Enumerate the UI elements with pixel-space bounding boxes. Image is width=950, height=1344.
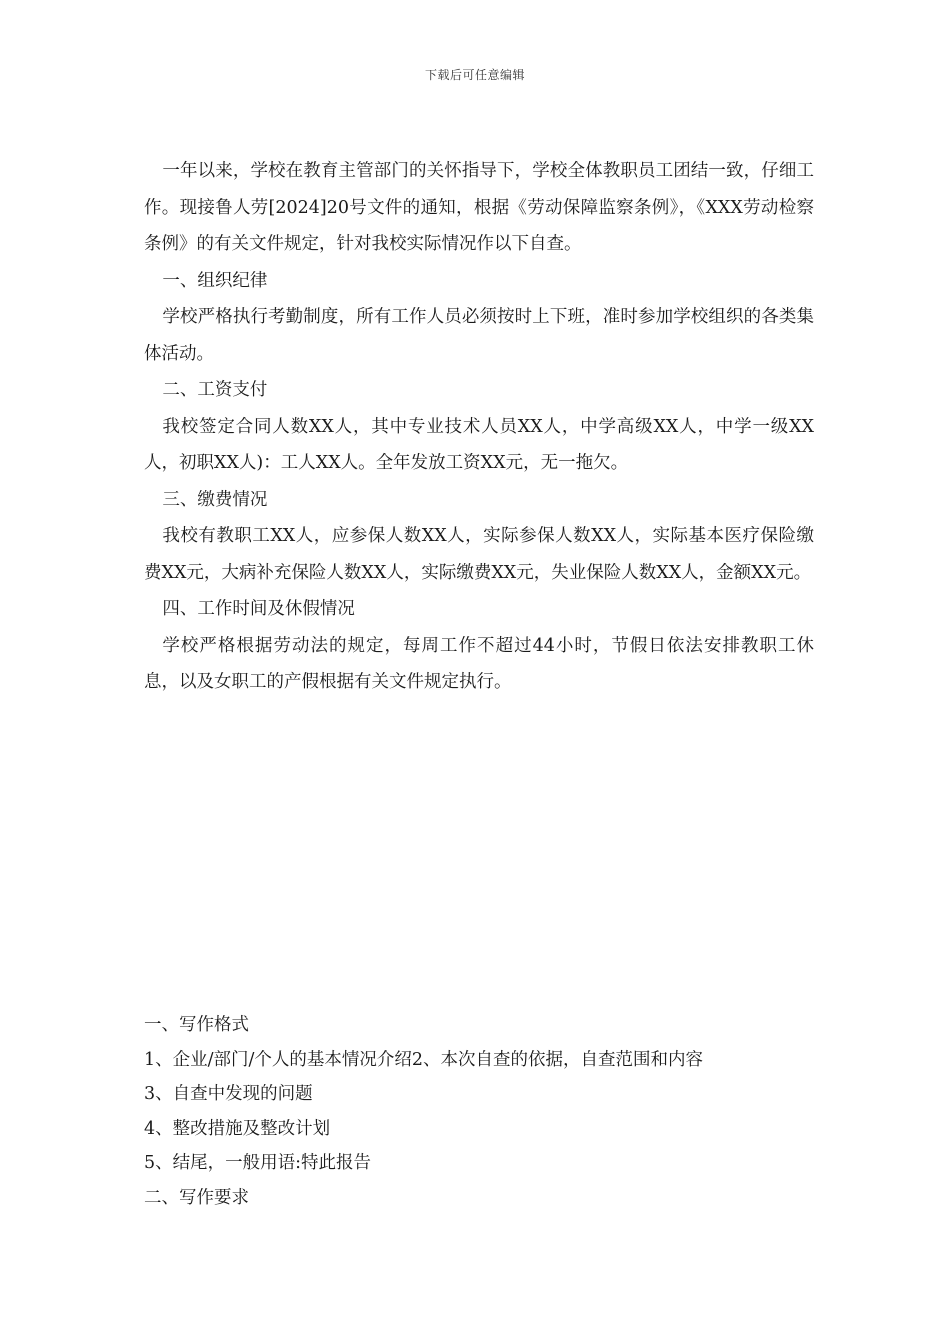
writing-guide — [144, 1008, 814, 1215]
section-heading-working-hours: 四、工作时间及休假情况 — [162, 599, 355, 619]
page-header-note: 下载后可任意编辑 — [424, 68, 525, 82]
guide-line-item-4: 4、整改措施及整改计划 — [144, 1118, 331, 1139]
section-heading-wages: 二、工资支付 — [162, 380, 268, 400]
guide-line-requirements-title: 二、写作要求 — [144, 1187, 249, 1208]
guide-line-item-3: 3、自查中发现的问题 — [144, 1084, 313, 1104]
guide-line-item-1-2: 1、企业/部门/个人的基本情况介绍2、本次自查的依据，自查范围和内容 — [144, 1049, 704, 1070]
intro-paragraph: 一年以来，学校在教育主管部门的关怀指导下，学校全体教职员工团结一致，仔细工作。现接鲁人劳[2024]20号文件的通知，根据《劳动保障监察条例》，《XXX劳动检察条例》的有关文件规定，针对我校实际情况作以下自查。 — [144, 161, 814, 254]
guide-line-format-title: 一、写作格式 — [144, 1015, 249, 1035]
section-heading-discipline: 一、组织纪律 — [162, 270, 268, 291]
section-body-discipline: 学校严格执行考勤制度，所有工作人员必须按时上下班，准时参加学校组织的各类集体活动。 — [144, 307, 814, 364]
section-body-contributions: 我校有教职工XX人，应参保人数XX人，实际参保人数XX人，实际基本医疗保险缴费XX元，大病补充保险人数XX人，实际缴费XX元，失业保险人数XX人，金额XX元。 — [144, 526, 814, 583]
guide-line-item-5: 5、结尾，一般用语:特此报告 — [144, 1153, 372, 1173]
report-body — [144, 153, 814, 701]
section-body-working-hours: 学校严格根据劳动法的规定，每周工作不超过44小时，节假日依法安排教职工休息，以及女职工的产假根据有关文件规定执行。 — [144, 635, 814, 692]
section-body-wages: 我校签定合同人数XX人，其中专业技术人员XX人，中学高级XX人，中学一级XX人，初职XX人)：工人XX人。全年发放工资XX元，无一拖欠。 — [144, 416, 814, 473]
section-heading-contributions: 三、缴费情况 — [162, 489, 268, 510]
